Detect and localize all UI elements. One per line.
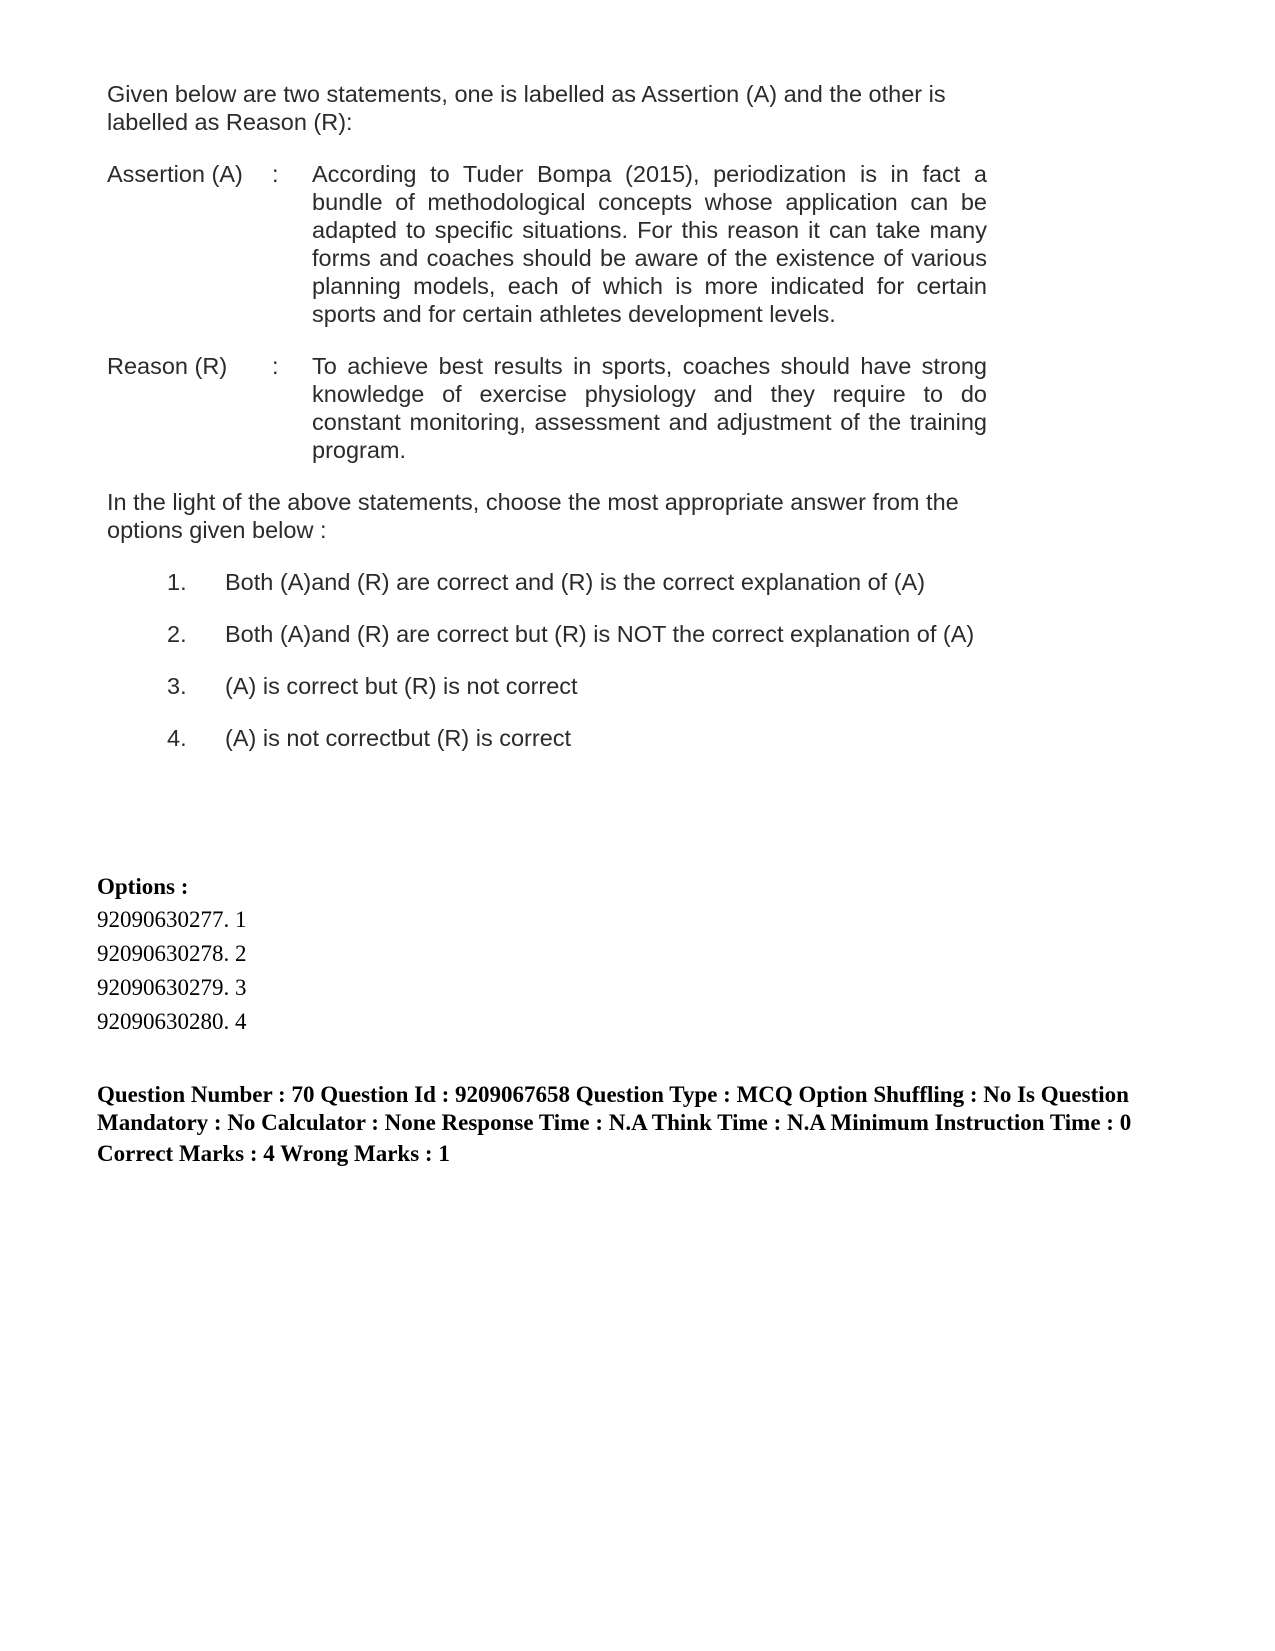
reason-statement bbox=[107, 352, 987, 464]
answer-choice bbox=[167, 724, 987, 752]
reason-separator: : bbox=[272, 353, 279, 379]
assertion-statement bbox=[107, 160, 987, 328]
answer-choice-text: (A) is not correctbut (R) is correct bbox=[225, 725, 572, 751]
answer-choice-number: 2. bbox=[167, 621, 187, 647]
reason-label: Reason (R) bbox=[107, 353, 228, 379]
options-title: Options : bbox=[97, 874, 189, 899]
question-prompt: In the light of the above statements, choose the most appropriate answer from the options given below : bbox=[107, 489, 959, 543]
question-image bbox=[107, 80, 987, 752]
reason-text: To achieve best results in sports, coaches should have strong knowledge of exercise physiology and they require to do constant monitoring, assessment and adjustment of the training program. bbox=[312, 353, 987, 463]
answer-choice-text: Both (A)and (R) are correct and (R) is the correct explanation of (A) bbox=[225, 569, 926, 595]
assertion-text: According to Tuder Bompa (2015), periodization is in fact a bundle of methodological concepts whose application can be adapted to specific situations. For this reason it can take many forms and coaches should be aware of the existence of various planning models, each of which is more indicated for certain sports and for certain athletes development levels. bbox=[312, 161, 987, 327]
answer-choice-number: 3. bbox=[167, 673, 187, 699]
answer-choice bbox=[167, 620, 987, 648]
marks-info: Correct Marks : 4 Wrong Marks : 1 bbox=[97, 1141, 450, 1166]
question-intro: Given below are two statements, one is labelled as Assertion (A) and the other is labelled as Reason (R): bbox=[107, 81, 946, 135]
option-id-line: 92090630277. 1 bbox=[97, 907, 247, 932]
option-id-line: 92090630278. 2 bbox=[97, 941, 247, 966]
answer-choice-number: 4. bbox=[167, 725, 187, 751]
answer-choice-text: (A) is correct but (R) is not correct bbox=[225, 673, 578, 699]
answer-choice-text: Both (A)and (R) are correct but (R) is NOT the correct explanation of (A) bbox=[225, 621, 975, 647]
question-metadata bbox=[97, 872, 1177, 1168]
assertion-label: Assertion (A) bbox=[107, 161, 243, 187]
answer-choice bbox=[167, 672, 987, 700]
assertion-separator: : bbox=[272, 161, 279, 187]
option-id-line: 92090630280. 4 bbox=[97, 1009, 247, 1034]
question-info: Question Number : 70 Question Id : 9209067658 Question Type : MCQ Option Shuffling : No Is Question Mandatory : No Calculator : None Response Time : N.A Think Time : N.A Minimum Instruction Time : 0 bbox=[97, 1082, 1132, 1135]
answer-choice-number: 1. bbox=[167, 569, 187, 595]
answer-choice bbox=[167, 568, 987, 596]
option-id-line: 92090630279. 3 bbox=[97, 975, 247, 1000]
